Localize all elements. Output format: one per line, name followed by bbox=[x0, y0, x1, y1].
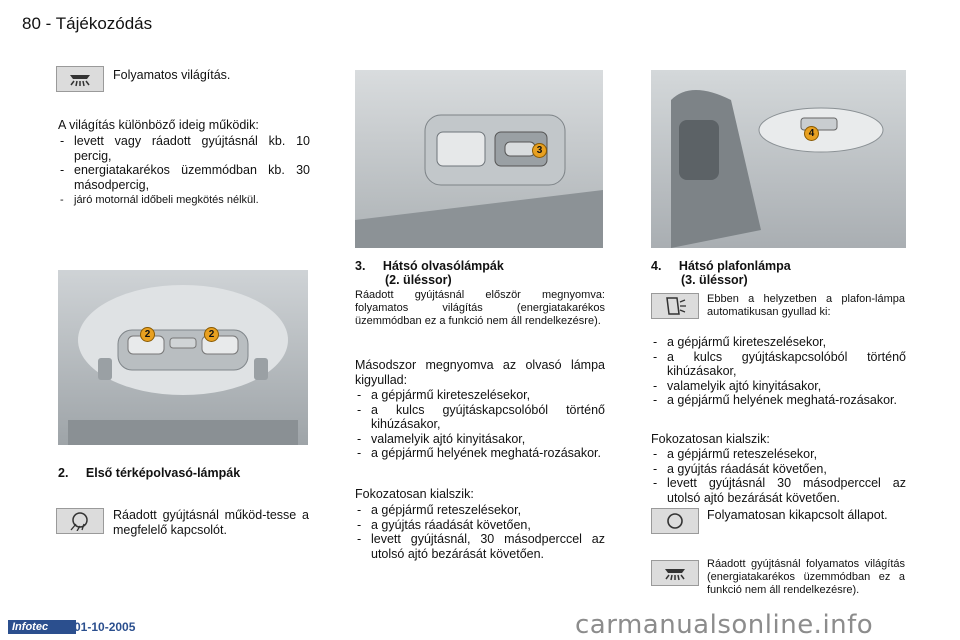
section3-number: 3. bbox=[355, 259, 366, 273]
list-item: - a gépjármű kireteszelésekor, bbox=[355, 388, 605, 403]
list-item: - a gépjármű reteszelésekor, bbox=[355, 503, 605, 518]
ceiling-lamp-continuous-icon bbox=[651, 560, 699, 586]
list-item: - járó motornál időbeli megkötés nélkül. bbox=[58, 194, 310, 207]
callout-2-right: 2 bbox=[204, 327, 219, 342]
page-number: 80 bbox=[22, 14, 41, 33]
list-item: - levett gyújtásnál 30 másodperccel az utolsó ajtó bezárását követően. bbox=[651, 476, 906, 505]
section3-heading bbox=[355, 259, 504, 274]
section4-number: 4. bbox=[651, 259, 662, 273]
section3-intro: Ráadott gyújtásnál először megnyomva: folyamatos világítás (energiatakarékos üzemmódban ez a funkció nem áll rendelkezésre). bbox=[355, 289, 605, 327]
footer-date: 01-10-2005 bbox=[74, 620, 136, 634]
section3-title-line2: (2. üléssor) bbox=[385, 273, 452, 287]
continuous-text: Ráadott gyújtásnál folyamatos világítás (energiatakarékos üzemmódban ez a funkció nem áll rendelkezésre). bbox=[707, 558, 905, 596]
list-item: - a gépjármű reteszelésekor, bbox=[651, 447, 906, 462]
list-item: - a gépjármű helyének meghatá-rozásakor. bbox=[355, 446, 605, 461]
auto-text: Ebben a helyzetben a plafon-lámpa automatikusan gyullad ki: bbox=[707, 293, 905, 318]
duration-list bbox=[58, 134, 310, 207]
second-press-text: Másodszor megnyomva az olvasó lámpa kigyullad: bbox=[355, 358, 605, 387]
watermark: carmanualsonline.info bbox=[575, 610, 874, 640]
col3-fade-list bbox=[651, 447, 906, 505]
lamp-off-icon bbox=[651, 508, 699, 534]
list-item: - valamelyik ajtó kinyitásakor, bbox=[651, 379, 906, 394]
section3-title-line1: Hátsó olvasólámpák bbox=[382, 259, 504, 273]
list-item: - a kulcs gyújtáskapcsolóból történő kihúzásakor, bbox=[651, 350, 906, 379]
list-item: - a gépjármű helyének meghatá-rozásakor. bbox=[651, 393, 906, 408]
col2-fade-intro: Fokozatosan kialszik: bbox=[355, 487, 474, 501]
rear-reading-lamp-photo bbox=[355, 70, 603, 248]
section4-heading bbox=[651, 259, 791, 274]
list-item: - valamelyik ajtó kinyitásakor, bbox=[355, 432, 605, 447]
duration-intro: A világítás különböző ideig működik: bbox=[58, 118, 259, 132]
callout-4: 4 bbox=[804, 126, 819, 141]
list-item: - levett gyújtásnál, 30 másodperccel az utolsó ajtó bezárását követően. bbox=[355, 532, 605, 561]
callout-2-left: 2 bbox=[140, 327, 155, 342]
front-map-lamp-photo bbox=[58, 270, 308, 445]
col2-on-list bbox=[355, 388, 605, 461]
section2-heading bbox=[58, 466, 240, 481]
section2-title: Első térképolvasó-lámpák bbox=[85, 466, 241, 480]
list-item: - a gyújtás ráadását követően, bbox=[355, 518, 605, 533]
brand-logo: Infotec bbox=[8, 620, 76, 634]
rear-ceiling-lamp-photo bbox=[651, 70, 906, 248]
list-item: - energiatakarékos üzemmódban kb. 30 másodpercig, bbox=[58, 163, 310, 192]
map-lamp-switch-icon bbox=[56, 508, 104, 534]
page-title: Tájékozódás bbox=[55, 14, 153, 33]
list-item: - a gépjármű kireteszelésekor, bbox=[651, 335, 906, 350]
list-item: - levett vagy ráadott gyújtásnál kb. 10 percig, bbox=[58, 134, 310, 163]
header-separator: - bbox=[45, 14, 52, 33]
callout-3: 3 bbox=[532, 143, 547, 158]
col2-fade-list bbox=[355, 503, 605, 561]
ceiling-lamp-door-icon bbox=[651, 293, 699, 319]
page-header bbox=[22, 14, 152, 34]
section4-title-line2: (3. üléssor) bbox=[681, 273, 748, 287]
section4-title-line1: Hátsó plafonlámpa bbox=[678, 259, 791, 273]
col3-on-list bbox=[651, 335, 906, 408]
continuous-label: Folyamatos világítás. bbox=[113, 68, 231, 82]
section2-number: 2. bbox=[58, 466, 69, 480]
list-item: - a kulcs gyújtáskapcsolóból történő kihúzásakor, bbox=[355, 403, 605, 432]
off-text: Folyamatosan kikapcsolt állapot. bbox=[707, 508, 888, 522]
list-item: - a gyújtás ráadását követően, bbox=[651, 462, 906, 477]
lamp-continuous-icon bbox=[56, 66, 104, 92]
section2-text: Ráadott gyújtásnál működ-tesse a megfelelő kapcsolót. bbox=[113, 508, 309, 537]
col3-fade-intro: Fokozatosan kialszik: bbox=[651, 432, 770, 446]
